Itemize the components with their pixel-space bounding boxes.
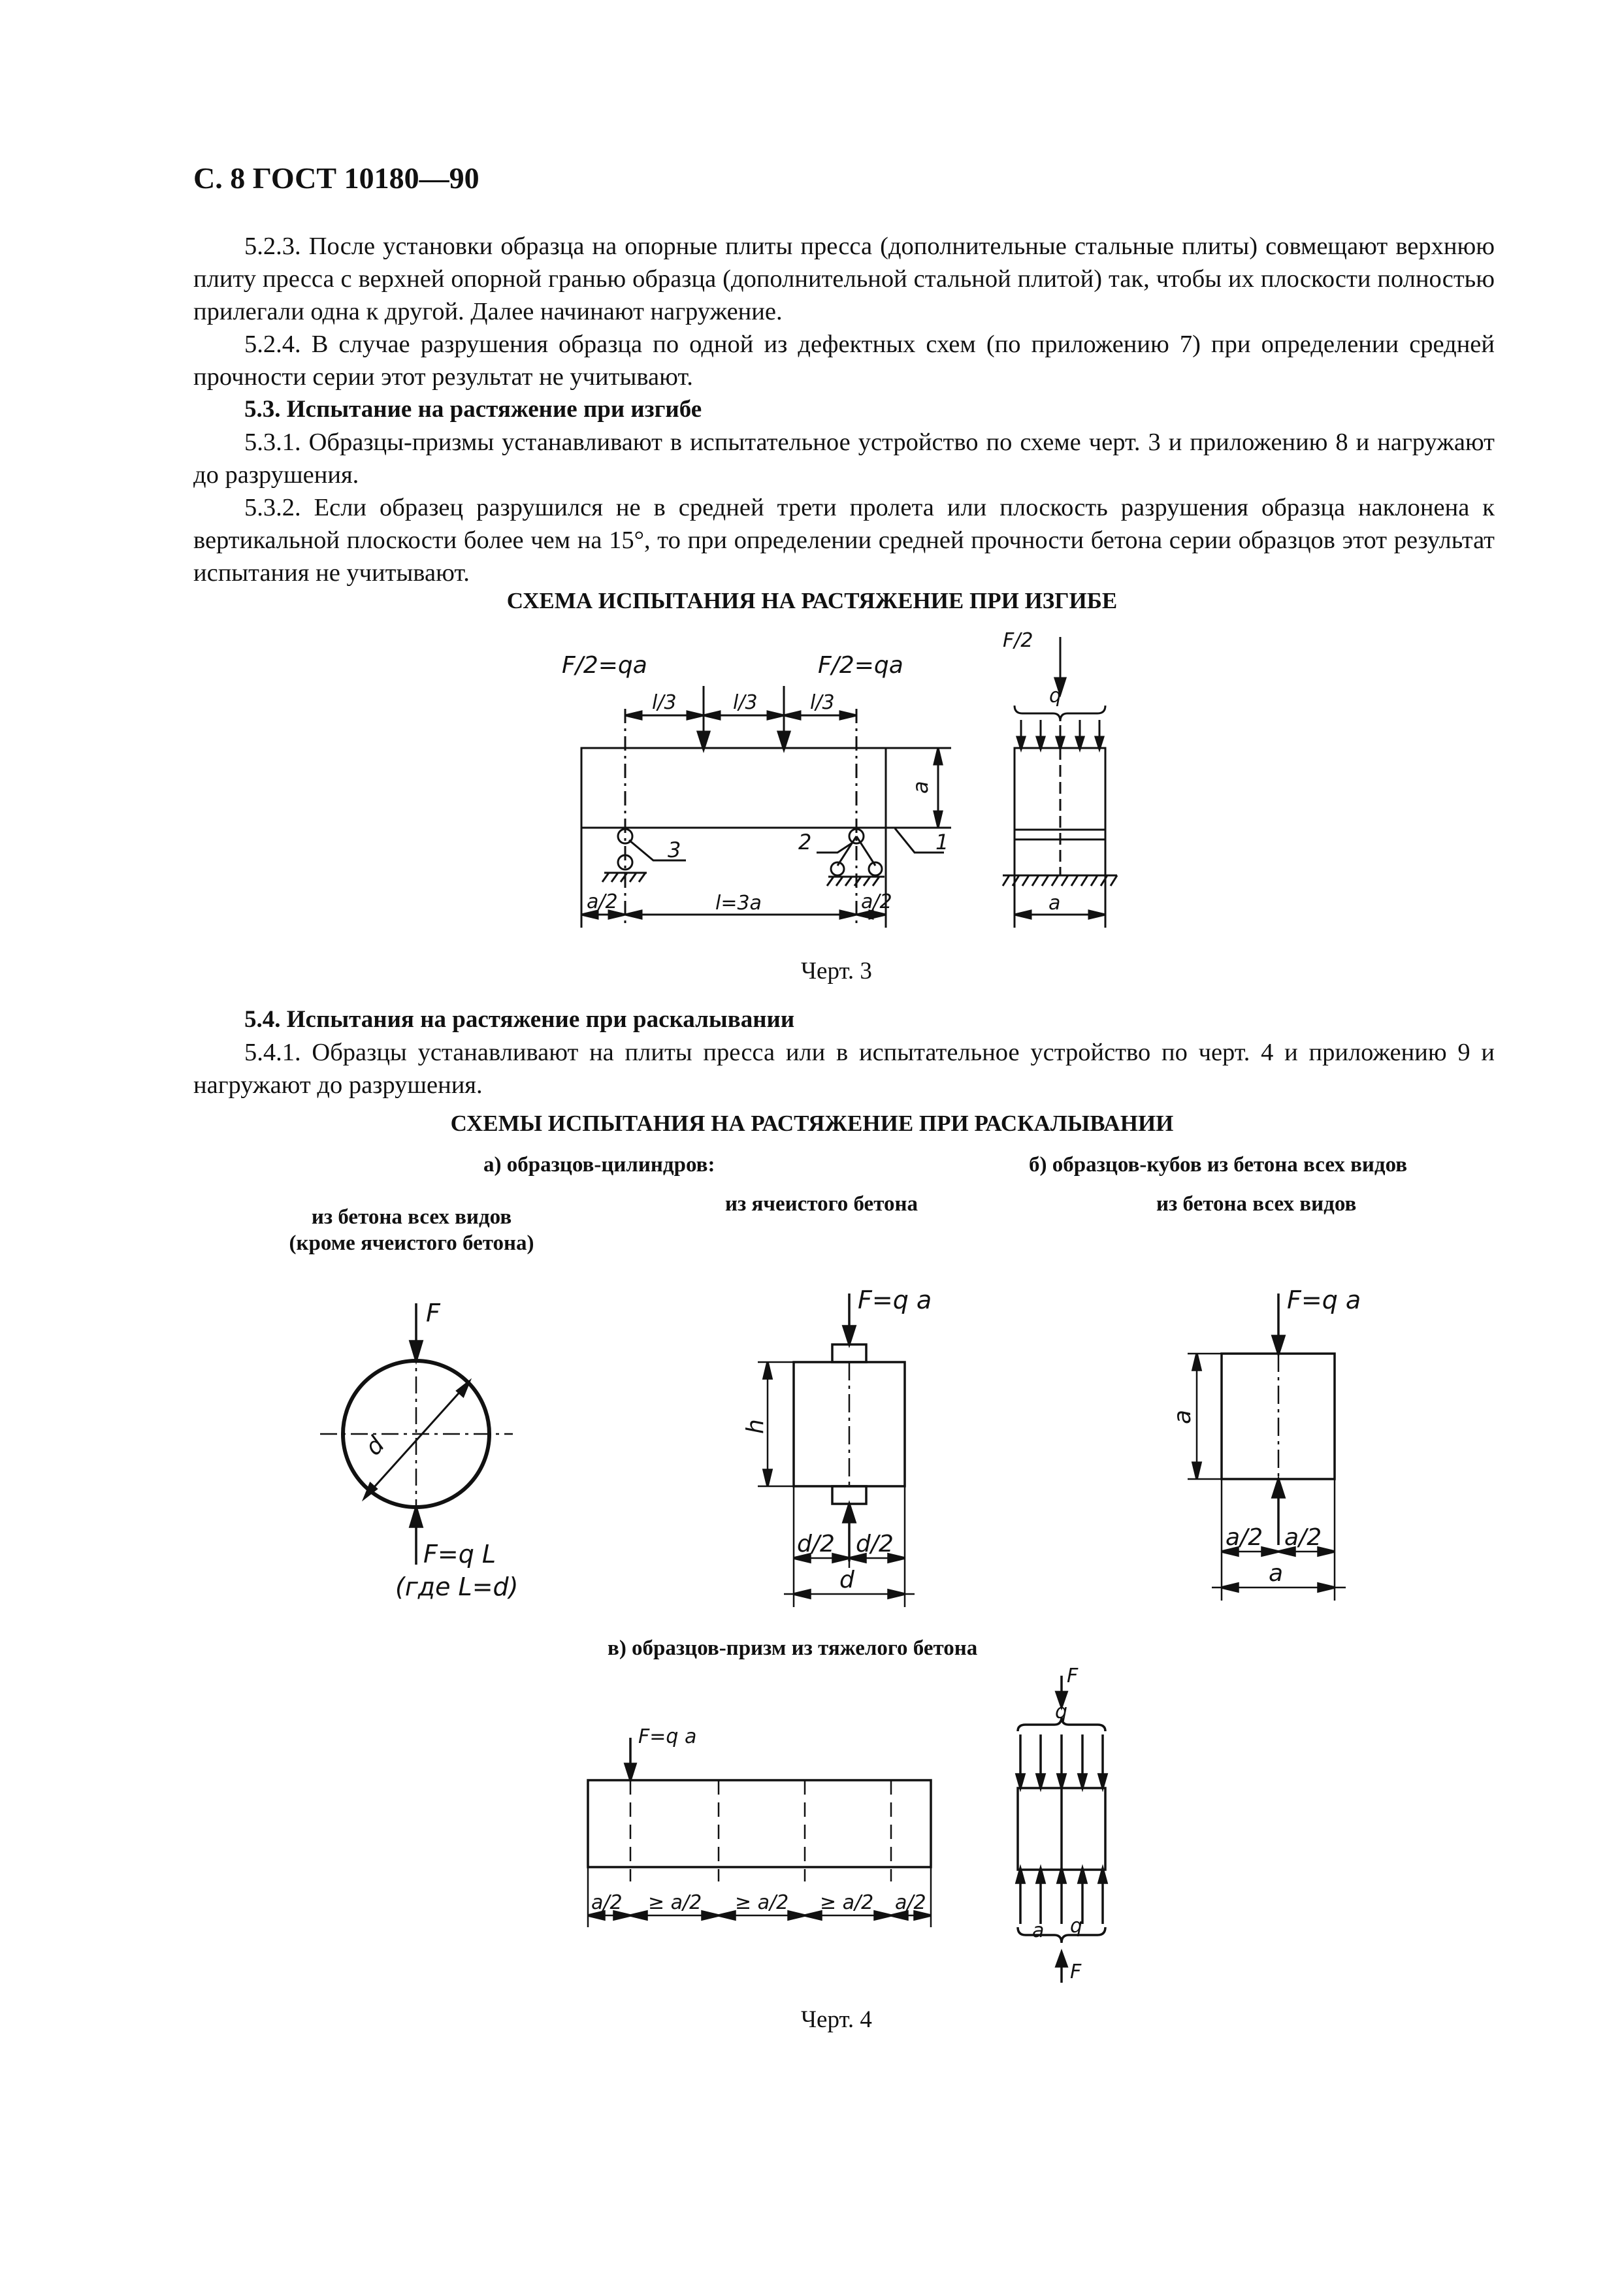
label-1: 1 bbox=[935, 830, 949, 855]
side-width-label: a bbox=[1048, 892, 1061, 915]
beam-height-label: a bbox=[908, 781, 933, 794]
cylinder-half-left: d/2 bbox=[797, 1531, 835, 1557]
chart3-caption: Черт. 3 bbox=[801, 958, 872, 985]
cylinder-load: F=q a bbox=[858, 1286, 932, 1314]
prism-dim-1: a/2 bbox=[591, 1891, 623, 1914]
label-2: 2 bbox=[798, 830, 812, 855]
paragraph-5-3-1: 5.3.1. Образцы-призмы устанавливают в испытательное устройство по схеме черт. 3 и приложению 8 и нагружают до разрушения. bbox=[193, 429, 1495, 489]
circle-top-load: F bbox=[426, 1299, 440, 1327]
circle-diameter: d bbox=[360, 1431, 390, 1461]
chart3-title: СХЕМА ИСПЫТАНИЯ НА РАСТЯЖЕНИЕ ПРИ ИЗГИБЕ bbox=[506, 588, 1118, 613]
cube-half-right: a/2 bbox=[1284, 1524, 1322, 1551]
side-top-q: q bbox=[1055, 1701, 1068, 1723]
prism-dim-2: ≥ a/2 bbox=[648, 1891, 702, 1914]
cube-half-left: a/2 bbox=[1226, 1524, 1263, 1551]
side-q-label: q bbox=[1049, 685, 1062, 708]
side-load-label: F/2 bbox=[1003, 629, 1033, 652]
subtitle-b1: из бетона всех видов bbox=[1156, 1192, 1357, 1216]
subtitle-a1-line1: из бетона всех видов bbox=[311, 1205, 512, 1229]
span-third-label-2: l/3 bbox=[733, 691, 758, 714]
chart4-caption: Черт. 4 bbox=[801, 2006, 872, 2033]
circle-note: (где L=d) bbox=[395, 1572, 519, 1601]
side-top-F: F bbox=[1067, 1665, 1079, 1687]
circle-bottom-load: F=q L bbox=[423, 1540, 496, 1569]
section-5-4-heading: 5.4. Испытания на растяжение при раскалывании bbox=[244, 1006, 795, 1033]
load-right-label: F/2=qa bbox=[818, 652, 903, 679]
paragraph-5-2-4: 5.2.4. В случае разрушения образца по одной из дефектных схем (по приложению 7) при определении средней прочности серии этот результат не учитывают. bbox=[193, 331, 1495, 391]
overhang-left-label: a/2 bbox=[587, 890, 618, 913]
prism-dim-3: ≥ a/2 bbox=[735, 1891, 789, 1914]
chart4-title: СХЕМЫ ИСПЫТАНИЯ НА РАСТЯЖЕНИЕ ПРИ РАСКАЛЫВАНИИ bbox=[450, 1111, 1174, 1136]
cylinder-half-right: d/2 bbox=[856, 1531, 894, 1557]
side-width: a bbox=[1032, 1919, 1045, 1942]
prism-specimen bbox=[588, 1780, 931, 1867]
span-third-label-1: l/3 bbox=[652, 691, 677, 714]
subtitle-a: а) образцов-цилиндров: bbox=[483, 1153, 715, 1177]
section-5-3-heading: 5.3. Испытание на растяжение при изгибе bbox=[244, 396, 702, 423]
prism-dim-4: ≥ a/2 bbox=[820, 1891, 874, 1914]
paragraph-5-4-1: 5.4.1. Образцы устанавливают на плиты пресса или в испытательное устройство по черт. 4 и приложению 9 и нагружают до разрушения. bbox=[193, 1039, 1495, 1099]
side-bottom-F: F bbox=[1070, 1961, 1082, 1983]
overhang-right-label: a/2 bbox=[861, 890, 892, 913]
page-header: С. 8 ГОСТ 10180—90 bbox=[193, 161, 479, 195]
span-third-label-3: l/3 bbox=[810, 691, 835, 714]
paragraph-5-2-3: 5.2.3. После установки образца на опорные плиты пресса (дополнительные стальные плиты) совмещают верхнюю плиту пресса с верхней опорной гранью образца (дополнительной стальной плитой) так, чтобы их плоскости полностью прилегали одна к другой. Далее начинают нагружение. bbox=[193, 233, 1495, 325]
subtitle-b: б) образцов-кубов из бетона всех видов bbox=[1029, 1153, 1408, 1177]
label-3: 3 bbox=[668, 838, 681, 862]
subtitle-a1-line2: (кроме ячеистого бетона) bbox=[289, 1231, 534, 1255]
subtitle-a2: из ячеистого бетона bbox=[725, 1192, 918, 1216]
cylinder-height: h bbox=[742, 1419, 769, 1434]
paragraph-5-3-2: 5.3.2. Если образец разрушился не в средней трети пролета или плоскость разрушения образца наклонена к вертикальной плоскости более чем на 15°, то при определении средней прочности бетона серии образцов этот результат испытания не учитывают. bbox=[193, 494, 1495, 587]
cylinder-diameter: d bbox=[839, 1567, 854, 1593]
cube-width: a bbox=[1269, 1560, 1284, 1587]
prism-load: F=q a bbox=[638, 1725, 697, 1748]
prism-dim-5: a/2 bbox=[895, 1891, 926, 1914]
subtitle-c: в) образцов-призм из тяжелого бетона bbox=[608, 1636, 978, 1660]
cube-load: F=q a bbox=[1287, 1286, 1361, 1314]
cube-height: a bbox=[1169, 1409, 1196, 1424]
span-total-label: l=3a bbox=[715, 892, 762, 915]
side-bottom-q: q bbox=[1070, 1915, 1083, 1938]
load-left-label: F/2=qa bbox=[562, 652, 647, 679]
